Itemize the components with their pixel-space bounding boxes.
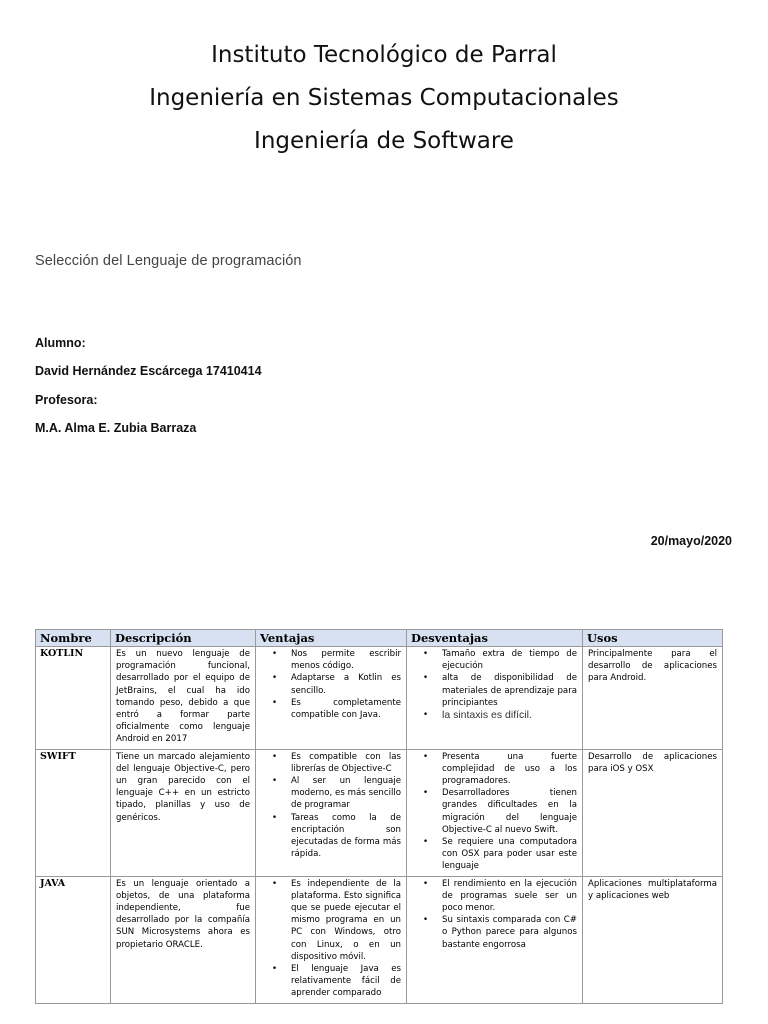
list-item: • la sintaxis es difícil. <box>423 709 532 722</box>
teacher-label: Profesora: <box>35 393 98 407</box>
list-item: • Su sintaxis comparada con C# o Python parece para algunos bastante engorrosa <box>423 915 577 950</box>
language-pros <box>256 876 407 1003</box>
bullet-icon: • <box>423 878 429 889</box>
assignment-subject: Selección del Lenguaje de programación <box>35 253 302 269</box>
bullet-icon: • <box>272 649 278 659</box>
student-label: Alumno: <box>35 336 86 350</box>
bullet-icon: • <box>423 837 429 848</box>
bullet-icon: • <box>272 776 278 787</box>
language-pros <box>256 749 407 876</box>
list-item: • Adaptarse a Kotlin es sencillo. <box>272 673 401 696</box>
language-pros <box>256 647 407 750</box>
bullet-icon: • <box>423 649 429 659</box>
list-item: • Tareas como la de encriptación son ejecutadas de forma más rápida. <box>272 812 401 860</box>
language-uses: Principalmente para el desarrollo de aplicaciones para Android. <box>583 647 723 750</box>
career-name: Ingeniería en Sistemas Computacionales <box>149 85 619 111</box>
language-uses: Desarrollo de aplicaciones para iOS y OSX <box>583 749 723 876</box>
bullet-icon: • <box>423 673 429 684</box>
table-row <box>36 749 723 876</box>
language-name: KOTLIN <box>36 647 111 750</box>
document-header <box>0 34 768 163</box>
list-item: • Tamaño extra de tiempo de ejecución <box>423 649 577 672</box>
column-header-pros: Ventajas <box>256 630 407 647</box>
language-name: JAVA <box>36 876 111 1003</box>
bullet-icon: • <box>423 788 429 799</box>
column-header-uses: Usos <box>583 630 723 647</box>
list-item: • Es independiente de la plataforma. Esto significa que se puede ejecutar el mismo programa en un PC con Windows, otro con Linux, o en un dispositivo móvil. <box>272 878 401 962</box>
document-date: 20/mayo/2020 <box>650 534 732 548</box>
table-header-row <box>36 630 723 647</box>
language-cons <box>407 647 583 750</box>
list-item: • Al ser un lenguaje moderno, es más sencillo de programar <box>272 776 401 811</box>
column-header-cons: Desventajas <box>407 630 583 647</box>
bullet-icon: • <box>272 673 278 684</box>
language-cons <box>407 876 583 1003</box>
list-item: • El lenguaje Java es relativamente fácil de aprender comparado <box>272 964 401 999</box>
language-comparison-table <box>35 629 723 1004</box>
table-row <box>36 647 723 750</box>
bullet-icon: • <box>272 751 278 762</box>
list-item: • Presenta una fuerte complejidad de uso a los programadores. <box>423 751 577 787</box>
bullet-icon: • <box>272 878 278 889</box>
bullet-icon: • <box>272 697 278 708</box>
language-description: Es un lenguaje orientado a objetos, de una plataforma independiente, fue desarrollado por la compañía SUN Microsystems ahora es propietario ORACLE. <box>111 876 256 1003</box>
teacher-name: M.A. Alma E. Zubia Barraza <box>35 421 197 435</box>
list-item: • Desarrolladores tienen grandes dificultades en la migración del lenguaje Objective-C al nuevo Swift. <box>423 788 577 835</box>
language-cons <box>407 749 583 876</box>
table-row <box>36 876 723 1003</box>
list-item: • Nos permite escribir menos código. <box>272 649 401 672</box>
list-item: • Se requiere una computadora con OSX para poder usar este lenguaje <box>423 837 577 872</box>
language-uses: Aplicaciones multiplataforma y aplicaciones web <box>583 876 723 1003</box>
column-header-description: Descripción <box>111 630 256 647</box>
language-name: SWIFT <box>36 749 111 876</box>
student-name: David Hernández Escárcega 17410414 <box>35 364 262 378</box>
bullet-icon: • <box>423 915 429 926</box>
bullet-icon: • <box>272 964 278 975</box>
language-description: Es un nuevo lenguaje de programación funcional, desarrollado por el equipo de JetBrains, el cual ha ido tomando peso, debido a que entró a formar parte oficialmente como lenguaje Android en 2017 <box>111 647 256 750</box>
list-item: • Es completamente compatible con Java. <box>272 697 401 721</box>
bullet-icon: • <box>423 751 429 762</box>
bullet-icon: • <box>423 710 429 721</box>
list-item: • alta de disponibilidad de materiales de aprendizaje para principiantes <box>423 673 577 708</box>
list-item: • Es compatible con las librerías de Objective-C <box>272 751 401 774</box>
course-name: Ingeniería de Software <box>254 128 514 154</box>
language-description: Tiene un marcado alejamiento del lenguaje Objective-C, pero un gran parecido con el lenguaje C++ en un estricto tipado, planillas y uso de genéricos. <box>111 749 256 876</box>
bullet-icon: • <box>272 812 278 823</box>
list-item: • El rendimiento en la ejecución de programas suele ser un poco menor. <box>423 878 577 914</box>
institute-name: Instituto Tecnológico de Parral <box>211 42 557 68</box>
column-header-name: Nombre <box>36 630 111 647</box>
